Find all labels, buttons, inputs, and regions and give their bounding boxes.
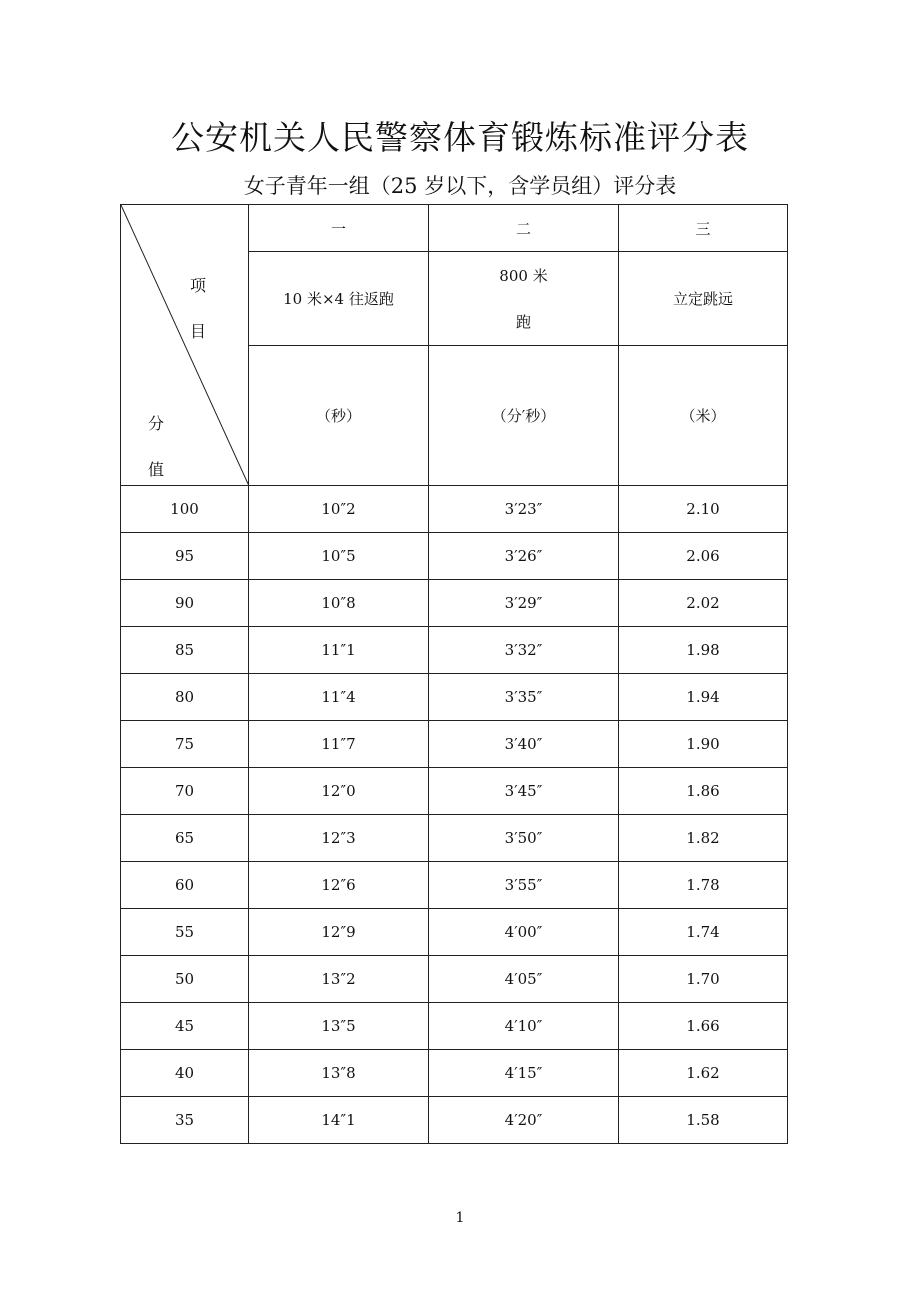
standing-jump-cell: 1.98 bbox=[619, 627, 788, 674]
run-800m-cell: 3′35″ bbox=[429, 674, 619, 721]
score-cell: 55 bbox=[121, 909, 249, 956]
table-row bbox=[121, 1003, 788, 1050]
standing-jump-cell: 1.70 bbox=[619, 956, 788, 1003]
run-800m-cell: 3′45″ bbox=[429, 768, 619, 815]
table-row bbox=[121, 768, 788, 815]
column-number-3: 三 bbox=[619, 205, 788, 252]
standing-jump-cell: 1.90 bbox=[619, 721, 788, 768]
run-800m-cell: 3′50″ bbox=[429, 815, 619, 862]
score-cell: 75 bbox=[121, 721, 249, 768]
corner-item-char-2: 目 bbox=[190, 322, 207, 341]
score-cell: 65 bbox=[121, 815, 249, 862]
corner-score-char-1: 分 bbox=[148, 414, 165, 433]
run-800m-cell: 4′20″ bbox=[429, 1097, 619, 1144]
column-unit-3: （米） bbox=[619, 346, 788, 486]
standing-jump-cell: 2.10 bbox=[619, 486, 788, 533]
run-800m-cell: 3′29″ bbox=[429, 580, 619, 627]
run-800m-cell: 3′40″ bbox=[429, 721, 619, 768]
score-cell: 70 bbox=[121, 768, 249, 815]
score-cell: 80 bbox=[121, 674, 249, 721]
run-800m-cell: 3′32″ bbox=[429, 627, 619, 674]
standing-jump-cell: 1.94 bbox=[619, 674, 788, 721]
column-name-1: 10 米×4 往返跑 bbox=[249, 252, 429, 346]
shuttle-run-cell: 14″1 bbox=[249, 1097, 429, 1144]
corner-header-cell bbox=[121, 205, 249, 486]
column-unit-2: （分′秒） bbox=[429, 346, 619, 486]
table-subtitle: 女子青年一组（25 岁以下，含学员组）评分表 bbox=[243, 174, 677, 198]
run-800m-cell: 3′23″ bbox=[429, 486, 619, 533]
run-800m-cell: 3′55″ bbox=[429, 862, 619, 909]
shuttle-run-cell: 13″2 bbox=[249, 956, 429, 1003]
shuttle-run-cell: 11″1 bbox=[249, 627, 429, 674]
shuttle-run-cell: 10″5 bbox=[249, 533, 429, 580]
standing-jump-cell: 1.66 bbox=[619, 1003, 788, 1050]
standing-jump-cell: 2.02 bbox=[619, 580, 788, 627]
corner-score-char-2: 值 bbox=[148, 460, 165, 479]
shuttle-run-cell: 12″3 bbox=[249, 815, 429, 862]
shuttle-run-cell: 10″2 bbox=[249, 486, 429, 533]
standing-jump-cell: 1.62 bbox=[619, 1050, 788, 1097]
shuttle-run-cell: 11″7 bbox=[249, 721, 429, 768]
column-number-2: 二 bbox=[429, 205, 619, 252]
table-row bbox=[121, 815, 788, 862]
table-row bbox=[121, 721, 788, 768]
column-number-1: 一 bbox=[249, 205, 429, 252]
shuttle-run-cell: 13″5 bbox=[249, 1003, 429, 1050]
standing-jump-cell: 1.86 bbox=[619, 768, 788, 815]
shuttle-run-cell: 10″8 bbox=[249, 580, 429, 627]
diagonal-divider bbox=[121, 205, 249, 486]
standing-jump-cell: 1.82 bbox=[619, 815, 788, 862]
column-name-3: 立定跳远 bbox=[619, 252, 788, 346]
shuttle-run-cell: 11″4 bbox=[249, 674, 429, 721]
table-row bbox=[121, 956, 788, 1003]
shuttle-run-cell: 13″8 bbox=[249, 1050, 429, 1097]
shuttle-run-cell: 12″9 bbox=[249, 909, 429, 956]
page-title: 公安机关人民警察体育锻炼标准评分表 bbox=[171, 118, 749, 157]
standing-jump-cell: 1.58 bbox=[619, 1097, 788, 1144]
score-cell: 95 bbox=[121, 533, 249, 580]
standing-jump-cell: 1.74 bbox=[619, 909, 788, 956]
run-800m-cell: 4′15″ bbox=[429, 1050, 619, 1097]
run-800m-cell: 3′26″ bbox=[429, 533, 619, 580]
page-number: 1 bbox=[455, 1210, 465, 1226]
table-row bbox=[121, 909, 788, 956]
table-row bbox=[121, 580, 788, 627]
run-800m-cell: 4′00″ bbox=[429, 909, 619, 956]
column-name-2-line-1: 800 米 bbox=[499, 266, 548, 285]
table-row bbox=[121, 1097, 788, 1144]
table-row bbox=[121, 627, 788, 674]
column-name-2-line-2: 跑 bbox=[515, 312, 531, 331]
table-row bbox=[121, 533, 788, 580]
score-cell: 60 bbox=[121, 862, 249, 909]
score-cell: 100 bbox=[121, 486, 249, 533]
corner-item-char-1: 项 bbox=[190, 276, 207, 295]
score-cell: 50 bbox=[121, 956, 249, 1003]
standing-jump-cell: 1.78 bbox=[619, 862, 788, 909]
score-table bbox=[120, 204, 788, 1144]
standing-jump-cell: 2.06 bbox=[619, 533, 788, 580]
run-800m-cell: 4′10″ bbox=[429, 1003, 619, 1050]
table-row bbox=[121, 862, 788, 909]
score-cell: 45 bbox=[121, 1003, 249, 1050]
score-cell: 85 bbox=[121, 627, 249, 674]
table-row bbox=[121, 1050, 788, 1097]
table-row bbox=[121, 674, 788, 721]
run-800m-cell: 4′05″ bbox=[429, 956, 619, 1003]
score-cell: 90 bbox=[121, 580, 249, 627]
shuttle-run-cell: 12″0 bbox=[249, 768, 429, 815]
shuttle-run-cell: 12″6 bbox=[249, 862, 429, 909]
score-cell: 40 bbox=[121, 1050, 249, 1097]
column-unit-1: （秒） bbox=[249, 346, 429, 486]
table-row bbox=[121, 486, 788, 533]
score-cell: 35 bbox=[121, 1097, 249, 1144]
column-name-2 bbox=[429, 252, 619, 346]
